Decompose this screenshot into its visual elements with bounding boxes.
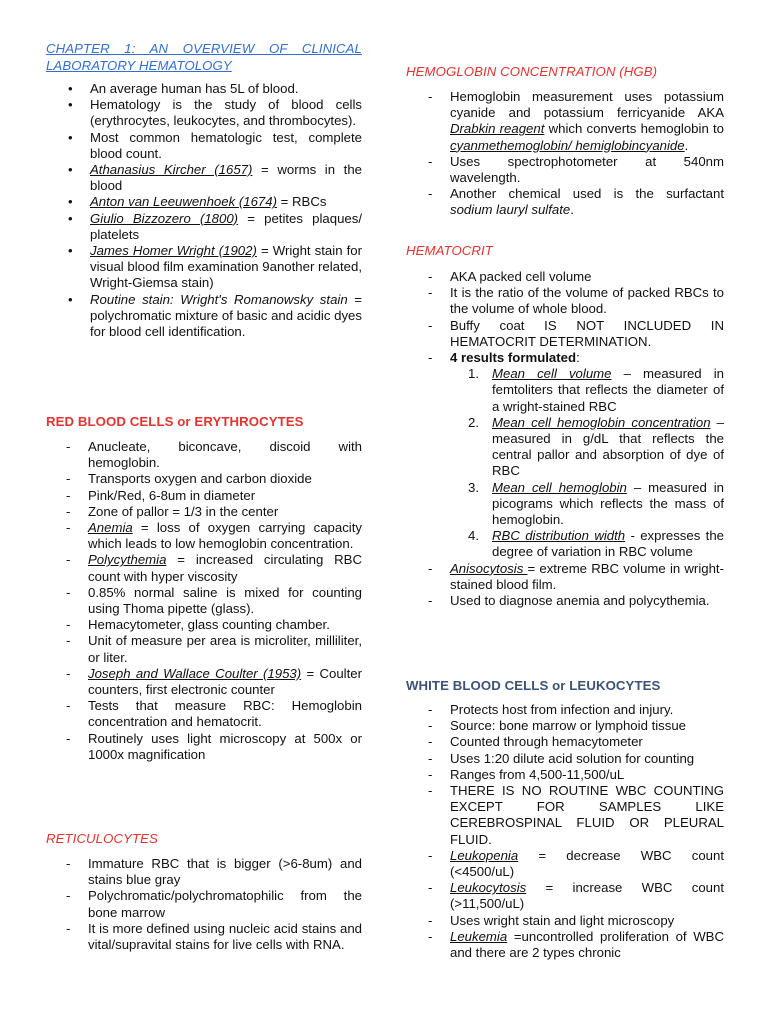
list-item: - Protects host from infection and injury. — [428, 702, 724, 718]
list-item: • Routine stain: Wright's Romanowsky stain = polychromatic mixture of basic and acidic dyes for blood cell identification. — [46, 292, 362, 341]
list-item: - Pink/Red, 6-8um in diameter — [66, 488, 362, 504]
hgb-heading: HEMOGLOBIN CONCENTRATION (HGB) — [406, 64, 658, 79]
list-item: - Uses spectrophotometer at 540nm wavelength. — [428, 154, 724, 186]
rbc-list — [66, 439, 362, 763]
list-item: - Hemacytometer, glass counting chamber. — [66, 617, 362, 633]
list-item: • Athanasius Kircher (1657) = worms in the blood — [46, 162, 362, 194]
list-item: 3. Mean cell hemoglobin – measured in picograms which reflects the mass of hemoglobin. — [468, 479, 725, 528]
hgb-list — [428, 89, 724, 219]
list-item: - Source: bone marrow or lymphoid tissue — [428, 718, 724, 734]
list-item: - Buffy coat IS NOT INCLUDED IN HEMATOCRIT DETERMINATION. — [428, 318, 724, 350]
list-item: - Polychromatic/polychromatophilic from the bone marrow — [66, 888, 362, 920]
list-item: - Uses 1:20 dilute acid solution for counting — [428, 751, 724, 767]
list-item: 1. Mean cell volume – measured in femtoliters that reflects the diameter of a wright-stained RBC — [468, 366, 725, 414]
results-list — [468, 366, 724, 560]
list-item: • Anton van Leeuwenhoek (1674) = RBCs — [46, 194, 362, 210]
list-item: - THERE IS NO ROUTINE WBC COUNTING EXCEPT FOR SAMPLES LIKE CEREBROSPINAL FLUID OR PLEURAL FLUID. — [428, 783, 724, 848]
list-item: - Anemia = loss of oxygen carrying capacity which leads to low hemoglobin concentration. — [66, 520, 362, 552]
list-item: - Routinely uses light microscopy at 500x or 1000x magnification — [66, 731, 362, 763]
wbc-heading: WHITE BLOOD CELLS or LEUKOCYTES — [406, 678, 661, 693]
list-item: - Counted through hemacytometer — [428, 734, 724, 750]
list-item: - Uses wright stain and light microscopy — [428, 913, 724, 929]
list-item: - Leukocytosis = increase WBC count (>11,500/uL) — [428, 880, 724, 912]
list-item: - Used to diagnose anemia and polycythemia. — [428, 593, 724, 609]
list-item: - Hemoglobin measurement uses potassium cyanide and potassium ferricyanide AKA Drabkin reagent which converts hemoglobin to cyanmethemoglobin/ hemiglobincyanide. — [428, 89, 724, 154]
list-item: - 0.85% normal saline is mixed for counting using Thoma pipette (glass). — [66, 585, 362, 617]
hct-heading: HEMATOCRIT — [406, 243, 493, 258]
intro-list — [46, 81, 362, 340]
retic-heading: RETICULOCYTES — [46, 831, 158, 846]
list-item: - Leukemia =uncontrolled proliferation of WBC and there are 2 types chronic — [428, 929, 724, 961]
list-item: - Anucleate, biconcave, discoid with hemoglobin. — [66, 439, 362, 471]
list-item: - Transports oxygen and carbon dioxide — [66, 471, 362, 487]
list-item: - Immature RBC that is bigger (>6-8um) and stains blue gray — [66, 856, 362, 888]
list-item: - Leukopenia = decrease WBC count (<4500/uL) — [428, 848, 724, 880]
list-item: • An average human has 5L of blood. — [46, 81, 362, 97]
wbc-list — [428, 702, 724, 961]
list-item: - Unit of measure per area is microliter, milliliter, or liter. — [66, 633, 362, 665]
list-item: • James Homer Wright (1902) = Wright stain for visual blood film examination 9another related, Wright-Giemsa stain) — [46, 243, 362, 292]
list-item: • Most common hematologic test, complete blood count. — [46, 130, 362, 162]
list-item: - Another chemical used is the surfactant sodium lauryl sulfate. — [428, 186, 724, 218]
list-item: - It is the ratio of the volume of packed RBCs to the volume of whole blood. — [428, 285, 724, 317]
list-item: • Giulio Bizzozero (1800) = petites plaques/ platelets — [46, 211, 362, 243]
list-item: - AKA packed cell volume — [428, 269, 724, 285]
list-item: - Ranges from 4,500-11,500/uL — [428, 767, 724, 783]
list-item: - Polycythemia = increased circulating RBC count with hyper viscosity — [66, 552, 362, 584]
chapter-title: CHAPTER 1: AN OVERVIEW OF CLINICAL LABORATORY HEMATOLOGY — [46, 41, 362, 73]
hct-list — [428, 269, 724, 609]
list-item: - Zone of pallor = 1/3 in the center — [66, 504, 362, 520]
list-item: - Tests that measure RBC: Hemoglobin concentration and hematocrit. — [66, 698, 362, 730]
list-item: - It is more defined using nucleic acid stains and vital/supravital stains for live cells with RNA. — [66, 921, 362, 953]
list-item: - Joseph and Wallace Coulter (1953) = Coulter counters, first electronic counter — [66, 666, 362, 698]
list-item: • Hematology is the study of blood cells (erythrocytes, leukocytes, and thrombocytes). — [46, 97, 362, 129]
rbc-heading: RED BLOOD CELLS or ERYTHROCYTES — [46, 414, 304, 429]
list-item: - Anisocytosis = extreme RBC volume in wright-stained blood film. — [428, 561, 724, 593]
retic-list — [66, 856, 362, 953]
list-item: - 4 results formulated: 1. Mean cell volume – measured in femtoliters that reflects the diameter of a wright-stained RBC 2. Mean cell hemoglobin concentration – measured in g/dL that reflects the central pallor and absorption of dye of RBC 3. Mean cell hemoglobin – measured in picograms which reflects the mass of hemoglobin. 4. RBC distribution width - expresses the degree of variation in RBC volume — [428, 350, 724, 561]
list-item: 4. RBC distribution width - expresses the degree of variation in RBC volume — [468, 528, 724, 560]
list-item: 2. Mean cell hemoglobin concentration – measured in g/dL that reflects the central pallor and absorption of dye of RBC — [468, 414, 724, 479]
